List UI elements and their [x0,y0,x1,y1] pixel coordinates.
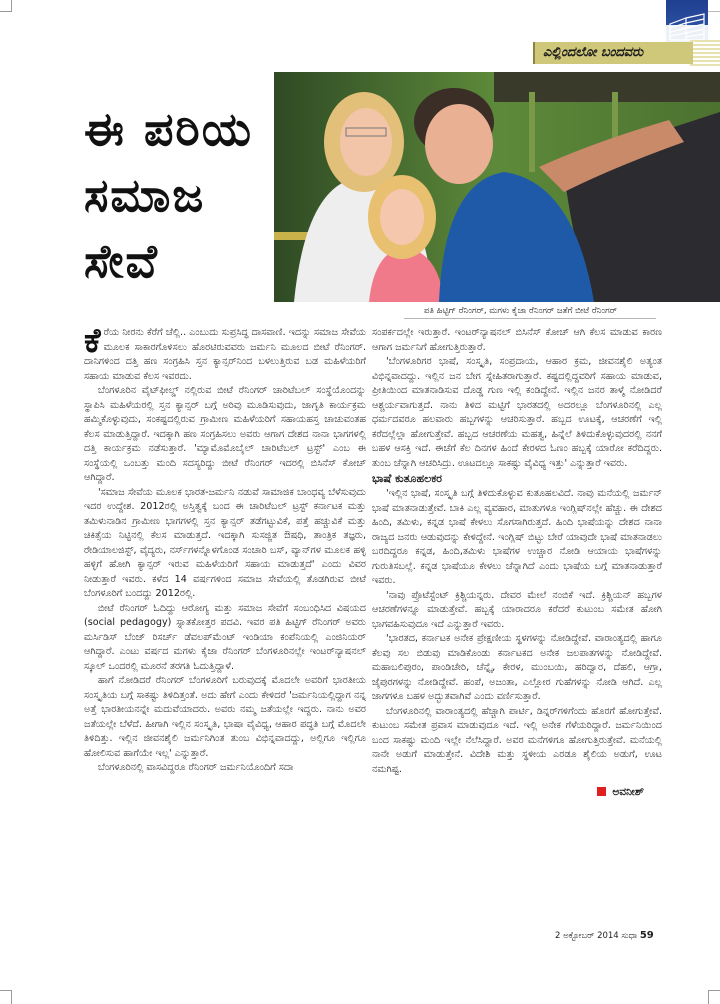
page-folio [555,930,654,941]
article-paragraph: ಸಂಪರ್ಕದಲ್ಲೇ ಇರುತ್ತಾರೆ. ಇಂಟರ್‌ನ್ಯಾಷನಲ್ ಬಿಸಿನೆಸ್ ಕೋಚ್ ಆಗಿ ಕೆಲಸ ಮಾಡುವ ಕಾರಣ ಆಗಾಗ ಜರ್ಮನಿಗೆ ಹೋಗುತ್ತಿರುತ್ತಾರೆ. [372,327,662,353]
byline [372,785,662,800]
article-paragraph: 'ಭಾರತದ, ಕರ್ನಾಟಕ ಅನೇಕ ಪ್ರೇಕ್ಷಣೀಯ ಸ್ಥಳಗಳನ್ನು ನೋಡಿದ್ದೇವೆ. ವಾರಾಂತ್ಯದಲ್ಲಿ ಹಾಗೂ ಕೆಲವು ಸಲ ಬಿಡುವು ಮಾಡಿಕೊಂಡು ಕರ್ನಾಟಕದ ಅನೇಕ ಜಲಪಾತಗಳನ್ನು ನೋಡಿದ್ದೇವೆ. ಮಹಾಬಲಿಪುರಂ, ಪಾಂಡಿಚೇರಿ, ಚೆನ್ನೈ, ಕೇರಳ, ಮುಂಬಯಿ, ಹರಿದ್ವಾರ, ದೆಹಲಿ, ಆಗ್ರಾ, ಜೈಪುರಗಳನ್ನು ನೋಡಿದ್ದೇವೆ. ಹಂಪೆ, ಅಜಂತಾ, ಎಲ್ಲೋರ ಗುಹೆಗಳನ್ನು ನೋಡಿ ಆಗಿದೆ. ಎಲ್ಲ ಜಾಗಗಳೂ ಬಹಳ ಅದ್ಭುತವಾಗಿವೆ ಎಂದು ವರ್ಣಿಸುತ್ತಾರೆ. [372,633,662,702]
byline-author: ಅವನೀಶ್ [612,786,644,798]
byline-marker-icon [597,787,606,796]
drop-cap: ಕೆ [84,321,101,361]
article-paragraph: ಬೀಟೆ ರೆನಿಂಗರ್ ಓದಿದ್ದು ಆರೋಗ್ಯ ಮತ್ತು ಸಮಾಜ ಸೇವೆಗೆ ಸಂಬಂಧಿಸಿದ ವಿಷಯದ (social pedagogy) ಸ್ನಾತಕೋತ್ತರ ಪದವಿ. ಇವರ ಪತಿ ಹಿಟ್ಟಿಗ್ ರೆನಿಂಗರ್ ಅವರು ಮರ್ಸಿಡಿಸ್ ಬೆಂಜ್ ರಿಸರ್ಚ್ ಡೆವಲಪ್‌ಮೆಂಟ್ ಇಂಡಿಯಾ ಕಂಪೆನಿಯಲ್ಲಿ ಎಂಜಿನಿಯರ್ ಆಗಿದ್ದಾರೆ. ಎಂಟು ವರ್ಷದ ಮಗಳು ಕೈಜಾ ರೆನಿಂಗರ್ ಬೆಂಗಳೂರಿನಲ್ಲೇ ಇಂಟರ್‌ನ್ಯಾಷನಲ್ ಸ್ಕೂಲ್ ಒಂದರಲ್ಲಿ ಮೂರನೆ ತರಗತಿ ಓದುತ್ತಿದ್ದಾಳೆ. [84,602,366,672]
crop-mark-bottom-right [708,990,720,1004]
folio-magazine: ಸುಧಾ [621,931,638,941]
article-paragraph: 'ಸಮಾಜ ಸೇವೆಯ ಮೂಲಕ ಭಾರತ-ಜರ್ಮನಿ ನಡುವೆ ಸಾಮಾಜಿಕ ಬಾಂಧವ್ಯ ಬೆಳೆಸುವುದು ಇದರ ಉದ್ದೇಶ. 2012ರಲ್ಲಿ ಅಸ್ತಿತ್ವಕ್ಕೆ ಬಂದ ಈ ಚಾರಿಟೆಬಲ್ ಟ್ರಸ್ಟ್ ಕರ್ನಾಟಕ ಮತ್ತು ತಮಿಳುನಾಡಿನ ಗ್ರಾಮೀಣ ಭಾಗಗಳಲ್ಲಿ ಸ್ತನ ಕ್ಯಾನ್ಸರ್ ತಡೆಗಟ್ಟುವಿಕೆ, ಪತ್ತೆ ಹಚ್ಚುವಿಕೆ ಮತ್ತು ಚಿಕಿತ್ಸೆಯ ನಿಟ್ಟಿನಲ್ಲಿ ಕೆಲಸ ಮಾಡುತ್ತದೆ. ಇದಕ್ಕಾಗಿ ಸುಸಜ್ಜಿತ ಔಷಧಿ, ತಾಂತ್ರಿಕ ತಜ್ಞರು, ರೇಡಿಯಾಲಜಿಸ್ಟ್, ವೈದ್ಯರು, ನರ್ಸ್‌ಗಳನ್ನೊಳಗೊಂಡ ಸಂಚಾರಿ ಬಸ್, ವ್ಯಾನ್‌ಗಳ ಮೂಲಕ ಹಳ್ಳಿ ಹಳ್ಳಿಗೆ ಹೋಗಿ ಕ್ಯಾನ್ಸರ್ ಇರುವ ಮಹಿಳೆಯರಿಗೆ ಸಹಾಯ ಮಾಡುತ್ತದೆ' ಎಂದು ವಿವರ ನೀಡುತ್ತಾರೆ ಇವರು. ಕಳೆದ 14 ವರ್ಷಗಳಿಂದ ಸಮಾಜ ಸೇವೆಯಲ್ಲಿ ತೊಡಗಿರುವ ಬೀಟೆ ಬೆಂಗಳೂರಿಗೆ ಬಂದದ್ದು 2012ರಲ್ಲಿ. [84,486,366,599]
section-tag-fade [690,40,720,66]
paragraph-text: ರೆಯ ನೀರನು ಕೆರೆಗೆ ಚೆಲ್ಲಿ.. ಎಂಬುದು ಸುಪ್ರಸಿದ್ಧ ದಾಸವಾಣಿ. ಇದನ್ನು ಸಮಾಜ ಸೇವೆಯ ಮೂಲಕ ಸಾಕಾರಗೊಳಿಸಲು ಹೊರಟಿರುವವರು ಜರ್ಮನಿ ಮೂಲದ ಬೀಟೆ ರೆನಿಂಗರ್. ದಾನಿಗಳಿಂದ ದತ್ತಿ ಹಣ ಸಂಗ್ರಹಿಸಿ ಸ್ತನ ಕ್ಯಾನ್ಸರ್‌ನಿಂದ ಬಳಲುತ್ತಿರುವ ಬಡ ಮಹಿಳೆಯರಿಗೆ ಸಹಾಯ ಮಾಡುವ ಕೆಲಸ ಇವರದು. [84,327,366,382]
article-paragraph: ಬೆಂಗಳೂರಿನಲ್ಲಿ ವಾರಾಂತ್ಯದಲ್ಲಿ ಹೆಚ್ಚಾಗಿ ಪಾರ್ಟಿ, ಡಿನ್ನರ್‌ಗಳಿಗೆಂದು ಹೊರಗೆ ಹೋಗುತ್ತೇವೆ. ಕುಟುಂಬ ಸಮೇತ ಪ್ರವಾಸ ಮಾಡುವುದೂ ಇದೆ. ಇಲ್ಲಿ ಅನೇಕ ಗೆಳೆಯರಿದ್ದಾರೆ. ಜರ್ಮನಿಯಿಂದ ಬಂದ ಸಾಕಷ್ಟು ಮಂದಿ ಇಲ್ಲೇ ನೆಲೆಸಿದ್ದಾರೆ. ಅವರ ಮನೆಗಳಿಗೂ ಹೋಗುತ್ತಿರುತ್ತೇವೆ. ಮನೆಯಲ್ಲಿ ನಾನೇ ಅಡುಗೆ ಮಾಡುತ್ತೇನೆ. ವಿದೇಶಿ ಮತ್ತು ಸ್ಥಳೀಯ ಎರಡೂ ಶೈಲಿಯ ಅಡುಗೆ, ಊಟ ನಮಗಿಷ್ಟ. [372,705,662,775]
headline-line: ಸೇವೆ [84,234,159,288]
headline [84,96,264,294]
article-paragraph: 'ನಾವು ಪ್ರೊಟೆಸ್ಟೆಂಟ್ ಕ್ರಿಶ್ಚಿಯನ್ನರು. ದೇವರ ಮೇಲೆ ನಂಬಿಕೆ ಇದೆ. ಕ್ರಿಶ್ಚಿಯನ್ ಹಬ್ಬಗಳ ಆಚರಣೆಗಳನ್ನೂ ಮಾಡುತ್ತೇವೆ. ಹಬ್ಬಕ್ಕೆ ಯಾರಾದರೂ ಕರೆದರೆ ಕುಟುಂಬ ಸಮೇತ ಹೋಗಿ ಭಾಗವಹಿಸುವುದೂ ಇದೆ ಎನ್ನುತ್ತಾರೆ ಇವರು. [372,589,662,630]
folio-page-number: 59 [639,930,654,941]
headline-line: ಈ ಪರಿಯ [84,102,253,156]
article-paragraph: ಬೆಂಗಳೂರಿನ ವೈಟ್‌ಫೀಲ್ಡ್ ನಲ್ಲಿರುವ ಬೀಟೆ ರೆನಿಂಗರ್ ಚಾರಿಟೆಬಲ್ ಸಂಸ್ಥೆಯೊಂದನ್ನು ಸ್ಥಾಪಿಸಿ ಮಹಿಳೆಯರಲ್ಲಿ ಸ್ತನ ಕ್ಯಾನ್ಸರ್ ಬಗ್ಗೆ ಅರಿವು ಮೂಡಿಸುವುದು, ಜಾಗೃತಿ ಕಾರ್ಯಕ್ರಮ ಹಮ್ಮಿಕೊಳ್ಳುವುದು, ಸಂಕಷ್ಟದಲ್ಲಿರುವ ಗ್ರಾಮೀಣ ಮಹಿಳೆಯರಿಗೆ ಸಹಾಯಹಸ್ತ ಚಾಚುವಂತಹ ಕೆಲಸ ಮಾಡುತ್ತಿದ್ದಾರೆ. ಇದಕ್ಕಾಗಿ ಹಣ ಸಂಗ್ರಹಿಸಲು ಅವರು ಆಗಾಗ ದೇಶದ ನಾನಾ ಭಾಗಗಳಲ್ಲಿ ದತ್ತಿ ಕಾರ್ಯಕ್ರಮ ನಡೆಸುತ್ತಾರೆ. 'ಮ್ಯಾಮೊಮೊಬೈಲ್ ಚಾರಿಟೆಬಲ್ ಟ್ರಸ್ಟ್' ಎಂಬ ಈ ಸಂಸ್ಥೆಯಲ್ಲಿ ಒಂಬತ್ತು ಮಂದಿ ಸದಸ್ಯರಿದ್ದು ಬೀಟೆ ರೆನಿಂಗರ್ ಇದರಲ್ಲಿ ಬಿಸಿನೆಸ್ ಕೋಚ್ ಆಗಿದ್ದಾರೆ. [84,385,366,483]
crop-mark-bottom-left [0,990,12,1004]
article-paragraph: 'ಬೆಂಗಳೂರಿಗರ ಭಾಷೆ, ಸಂಸ್ಕೃತಿ, ಸಂಪ್ರದಾಯ, ಆಹಾರ ಕ್ರಮ, ಜೀವನಶೈಲಿ ಅತ್ಯಂತ ವಿಭಿನ್ನವಾದದ್ದು. ಇಲ್ಲಿನ ಜನ ಬೇಗ ಸ್ನೇಹಿತರಾಗುತ್ತಾರೆ. ಕಷ್ಟದಲ್ಲಿದ್ದವರಿಗೆ ಸಹಾಯ ಮಾಡುವ, ಪ್ರೀತಿಯಿಂದ ಮಾತನಾಡಿಸುವ ದೊಡ್ಡ ಗುಣ ಇಲ್ಲಿ ಕಂಡಿದ್ದೇನೆ. ಇಲ್ಲಿನ ಜನರ ತಾಳ್ಮೆ ನೋಡಿದರೆ ಆಶ್ಚರ್ಯವಾಗುತ್ತದೆ. ನಾನು ತಿಳಿದ ಮಟ್ಟಿಗೆ ಭಾರತದಲ್ಲಿ ಅದರಲ್ಲೂ ಬೆಂಗಳೂರಿನಲ್ಲಿ ಎಲ್ಲ ಧರ್ಮದವರೂ ಹಲವಾರು ಹಬ್ಬಗಳನ್ನು ಆಚರಿಸುತ್ತಾರೆ. ಹಬ್ಬದ ಊಟಕ್ಕೆ, ಆಚರಣೆಗೆ ಇಲ್ಲಿ ಕರೆದಲ್ಲೆಲ್ಲಾ ಹೋಗುತ್ತೇವೆ. ಹಬ್ಬದ ಆಚರಣೆಯ ಮಹತ್ವ, ಹಿನ್ನೆಲೆ ತಿಳಿದುಕೊಳ್ಳುವುದರಲ್ಲಿ ನನಗೆ ಬಹಳ ಆಸಕ್ತಿ ಇದೆ. ಈಚೆಗೆ ಕೆಲ ದಿನಗಳ ಹಿಂದೆ ಕೇರಳದ ಓಣಂ ಹಬ್ಬಕ್ಕೆ ಯಾರೋ ಕರೆದಿದ್ದರು. ತುಂಬ ಚೆನ್ನಾಗಿ ಆಚರಿಸಿದ್ರು. ಊಟದಲ್ಲೂ ಸಾಕಷ್ಟು ವೈವಿಧ್ಯ ಇತ್ತು' ಎನ್ನುತ್ತಾರೆ ಇವರು. [372,356,662,469]
crop-mark-top-left [0,0,12,12]
article-paragraph [84,321,366,384]
photo-caption: ಪತಿ ಹಿಟ್ಟಿಗ್ ರೆನಿಂಗರ್, ಮಗಳು ಕೈಜಾ ರೆನಿಂಗರ್ ಜತೆಗೆ ಬೀಟೆ ರೆನಿಂಗರ್ [424,306,618,316]
folio-date: 2 ಅಕ್ಟೋಬರ್ 2014 [555,931,619,941]
article-column-left [84,321,366,776]
caption-divider [404,318,656,319]
section-subhead: ಭಾಷೆ ಕುತೂಹಲಕರ [372,472,442,485]
article-column-right [372,326,662,800]
article-paragraph: ಹಾಗೆ ನೋಡಿದರೆ ರೆನಿಂಗರ್ ಬೆಂಗಳೂರಿಗೆ ಬರುವುದಕ್ಕೆ ಮೊದಲೇ ಅವರಿಗೆ ಭಾರತೀಯ ಸಂಸ್ಕೃತಿಯ ಬಗ್ಗೆ ಸಾಕಷ್ಟು ತಿಳಿದಿತ್ತಂತೆ. ಅದು ಹೇಗೆ ಎಂದು ಕೇಳಿದರೆ 'ಜರ್ಮನಿಯಲ್ಲಿದ್ದಾಗ ನನ್ನ ಅತ್ತೆ ಭಾರತೀಯನನ್ನೇ ಮದುವೆಯಾದರು. ಅವರು ನಮ್ಮ ಜತೆಯಲ್ಲೇ ಇದ್ದರು. ನಾನು ಅವರ ಜತೆಯಲ್ಲೇ ಬೆಳೆದೆ. ಹೀಗಾಗಿ ಇಲ್ಲಿನ ಸಂಸ್ಕೃತಿ, ಭಾಷಾ ವೈವಿಧ್ಯ, ಆಹಾರ ಪದ್ಧತಿ ಬಗ್ಗೆ ಮೊದಲೇ ತಿಳಿದಿತ್ತು. ಇಲ್ಲಿನ ಜೀವನಶೈಲಿ ಜರ್ಮನಿಗಿಂತ ತುಂಬ ವಿಭಿನ್ನವಾದದ್ದು, ಅಲ್ಲಿಗೂ ಇಲ್ಲಿಗೂ ಹೋಲಿಸುವ ಹಾಗೆಯೇ ಇಲ್ಲ' ಎನ್ನುತ್ತಾರೆ. [84,675,366,759]
article-photo [274,72,720,302]
section-tag: ಎಲ್ಲಿಂದಲೋ ಬಂದವರು [533,42,693,64]
article-paragraph: 'ಇಲ್ಲಿನ ಭಾಷೆ, ಸಂಸ್ಕೃತಿ ಬಗ್ಗೆ ತಿಳಿದುಕೊಳ್ಳುವ ಕುತೂಹಲವಿದೆ. ನಾವು ಮನೆಯಲ್ಲಿ ಜರ್ಮನ್ ಭಾಷೆ ಮಾತನಾಡುತ್ತೇವೆ. ಬಾಕಿ ಎಲ್ಲ ವ್ಯವಹಾರ, ಮಾತುಗಳೂ ಇಂಗ್ಲಿಷ್‌ನಲ್ಲೇ ಹೆಚ್ಚು. ಈ ದೇಶದ ಹಿಂದಿ, ತಮಿಳು, ಕನ್ನಡ ಭಾಷೆ ಕೇಳಲು ಸೊಗಸಾಗಿರುತ್ತದೆ. ಹಿಂದಿ ಭಾಷೆಯನ್ನು ದೇಶದ ನಾನಾ ರಾಜ್ಯದ ಜನರು ಆಡುವುದನ್ನು ಕೇಳಿದ್ದೇನೆ. ಇಂಗ್ಲಿಷ್ ಬಿಟ್ಟು ಬೇರೆ ಯಾವುದೇ ಭಾಷೆ ಮಾತನಾಡಲು ಬರದಿದ್ದರೂ ಕನ್ನಡ, ಹಿಂದಿ,ತಮಿಳು ಭಾಷೆಗಳ ಉಚ್ಚಾರ ನೋಡಿ ಆಯಾಯ ಭಾಷೆಗಳನ್ನು ಗುರುತಿಸಬಲ್ಲೆ. ಕನ್ನಡ ಭಾಷೆಯೂ ಕೇಳಲು ಚೆನ್ನಾಗಿದೆ ಎಂದು ಭಾಷೆಯ ಬಗ್ಗೆ ಮಾತನಾಡುತ್ತಾರೆ ಇವರು. [372,488,662,586]
headline-line: ಸಮಾಜ [84,168,206,222]
article-paragraph: ಬೆಂಗಳೂರಿನಲ್ಲಿ ವಾಸವಿದ್ದರೂ ರೆನಿಂಗರ್ ಜರ್ಮನಿಯೊಂದಿಗೆ ಸದಾ [98,762,294,773]
